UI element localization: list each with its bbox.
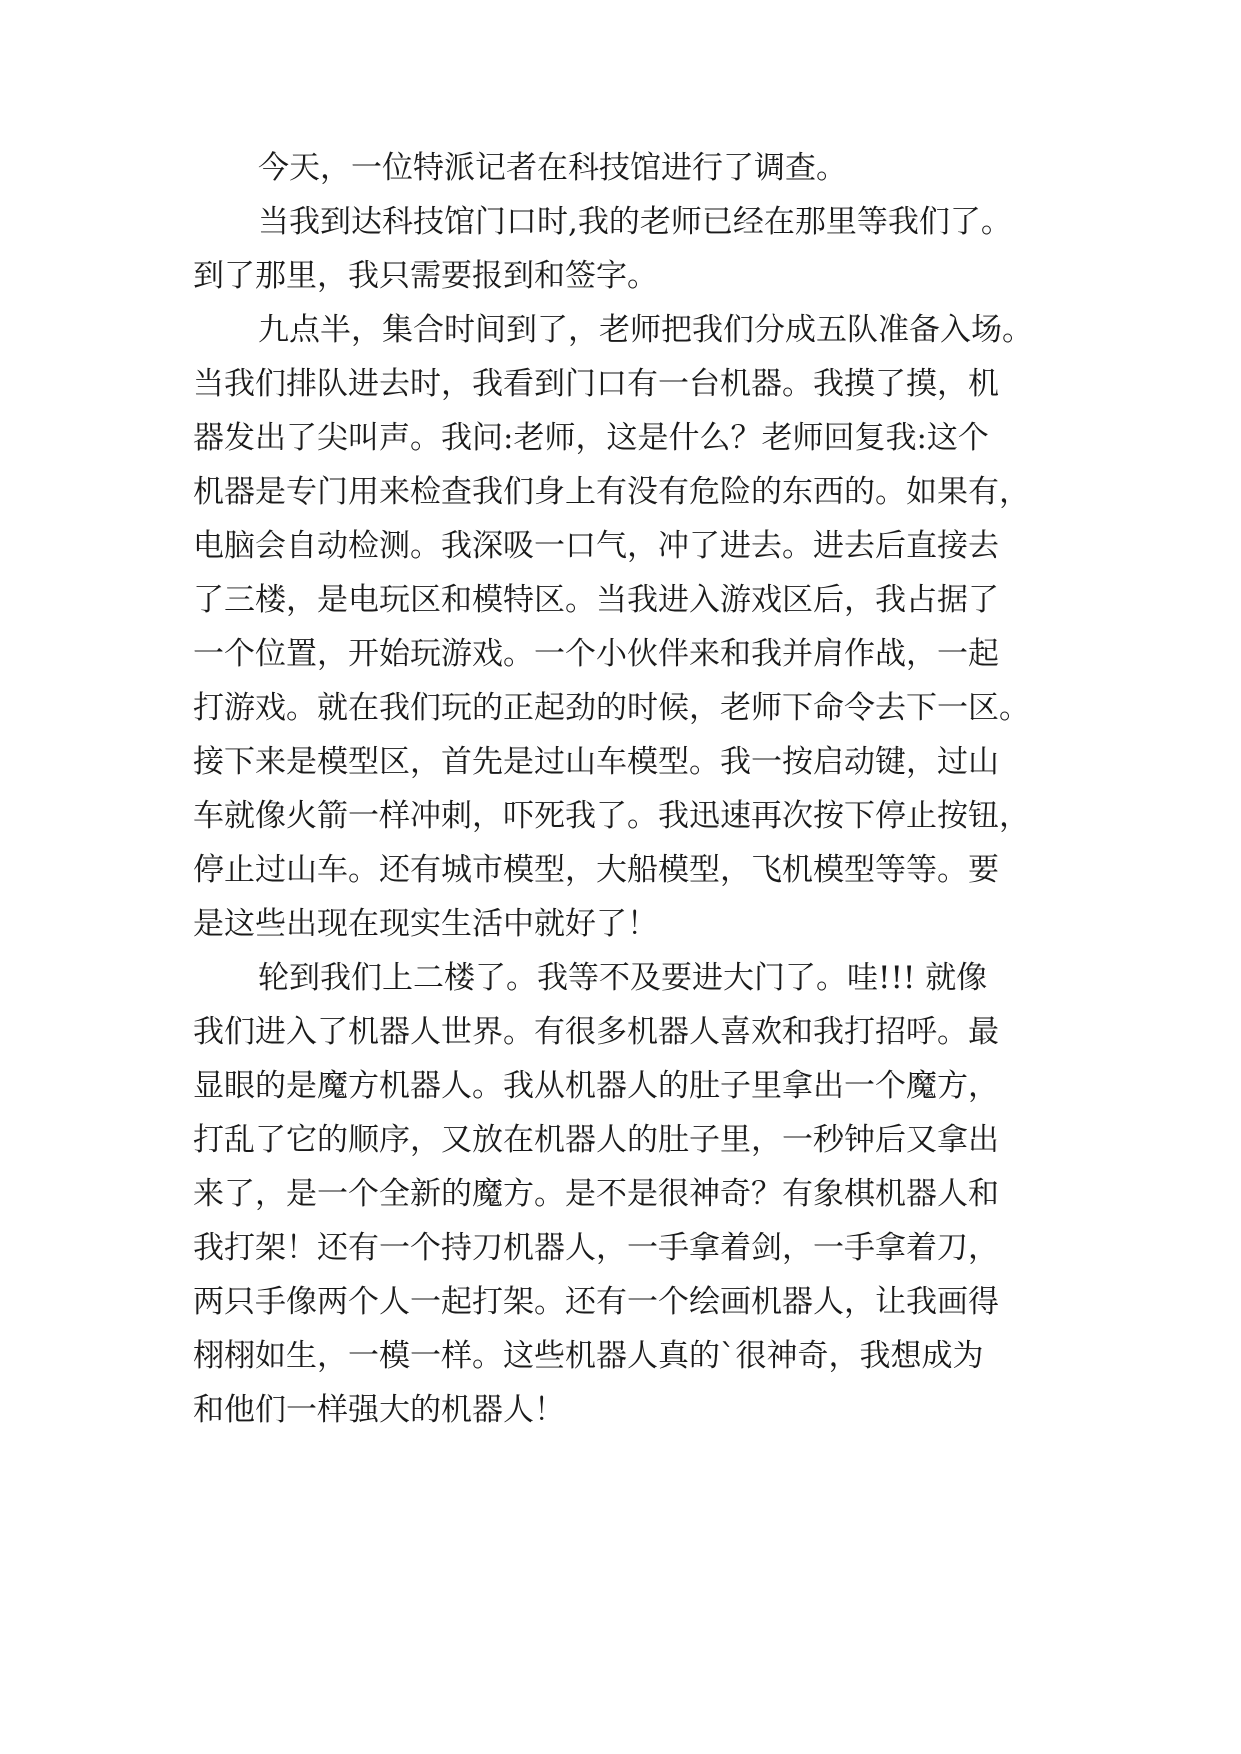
text-line: 一个位置，开始玩游戏。一个小伙伴来和我并肩作战，一起 xyxy=(193,636,999,672)
text-line: 器发出了尖叫声。我问:老师，这是什么？老师回复我:这个 xyxy=(193,420,989,456)
text-line: 是这些出现在现实生活中就好了！ xyxy=(193,906,658,942)
text-line: 打游戏。就在我们玩的正起劲的时候，老师下命令去下一区。 xyxy=(193,690,1030,726)
text-line: 我们进入了机器人世界。有很多机器人喜欢和我打招呼。最 xyxy=(193,1014,999,1050)
text-line: 我打架！还有一个持刀机器人，一手拿着剑，一手拿着刀， xyxy=(193,1230,999,1266)
text-line: 打乱了它的顺序，又放在机器人的肚子里，一秒钟后又拿出 xyxy=(193,1122,999,1158)
text-line: 显眼的是魔方机器人。我从机器人的肚子里拿出一个魔方， xyxy=(193,1068,999,1104)
text-line: 两只手像两个人一起打架。还有一个绘画机器人，让我画得 xyxy=(193,1284,999,1320)
text-line: 当我们排队进去时，我看到门口有一台机器。我摸了摸，机 xyxy=(193,366,999,402)
text-line: 栩栩如生，一模一样。这些机器人真的`很神奇，我想成为 xyxy=(193,1338,984,1374)
text-line: 接下来是模型区，首先是过山车模型。我一按启动键，过山 xyxy=(193,744,999,780)
text-line: 当我到达科技馆门口时,我的老师已经在那里等我们了。 xyxy=(258,204,1012,240)
text-line: 车就像火箭一样冲刺，吓死我了。我迅速再次按下停止按钮， xyxy=(193,798,1030,834)
text-line: 到了那里，我只需要报到和签字。 xyxy=(193,258,658,294)
text-line: 今天，一位特派记者在科技馆进行了调查。 xyxy=(258,150,847,186)
text-line: 了三楼，是电玩区和模特区。当我进入游戏区后，我占据了 xyxy=(193,582,999,618)
text-line: 电脑会自动检测。我深吸一口气，冲了进去。进去后直接去 xyxy=(193,528,999,564)
text-line: 机器是专门用来检查我们身上有没有危险的东西的。如果有， xyxy=(193,474,1030,510)
text-line: 来了，是一个全新的魔方。是不是很神奇？有象棋机器人和 xyxy=(193,1176,999,1212)
text-line: 停止过山车。还有城市模型，大船模型，飞机模型等等。要 xyxy=(193,852,999,888)
text-line: 九点半，集合时间到了，老师把我们分成五队准备入场。 xyxy=(258,312,1033,348)
text-line: 和他们一样强大的机器人！ xyxy=(193,1392,565,1428)
text-line: 轮到我们上二楼了。我等不及要进大门了。哇!!! 就像 xyxy=(258,960,988,996)
